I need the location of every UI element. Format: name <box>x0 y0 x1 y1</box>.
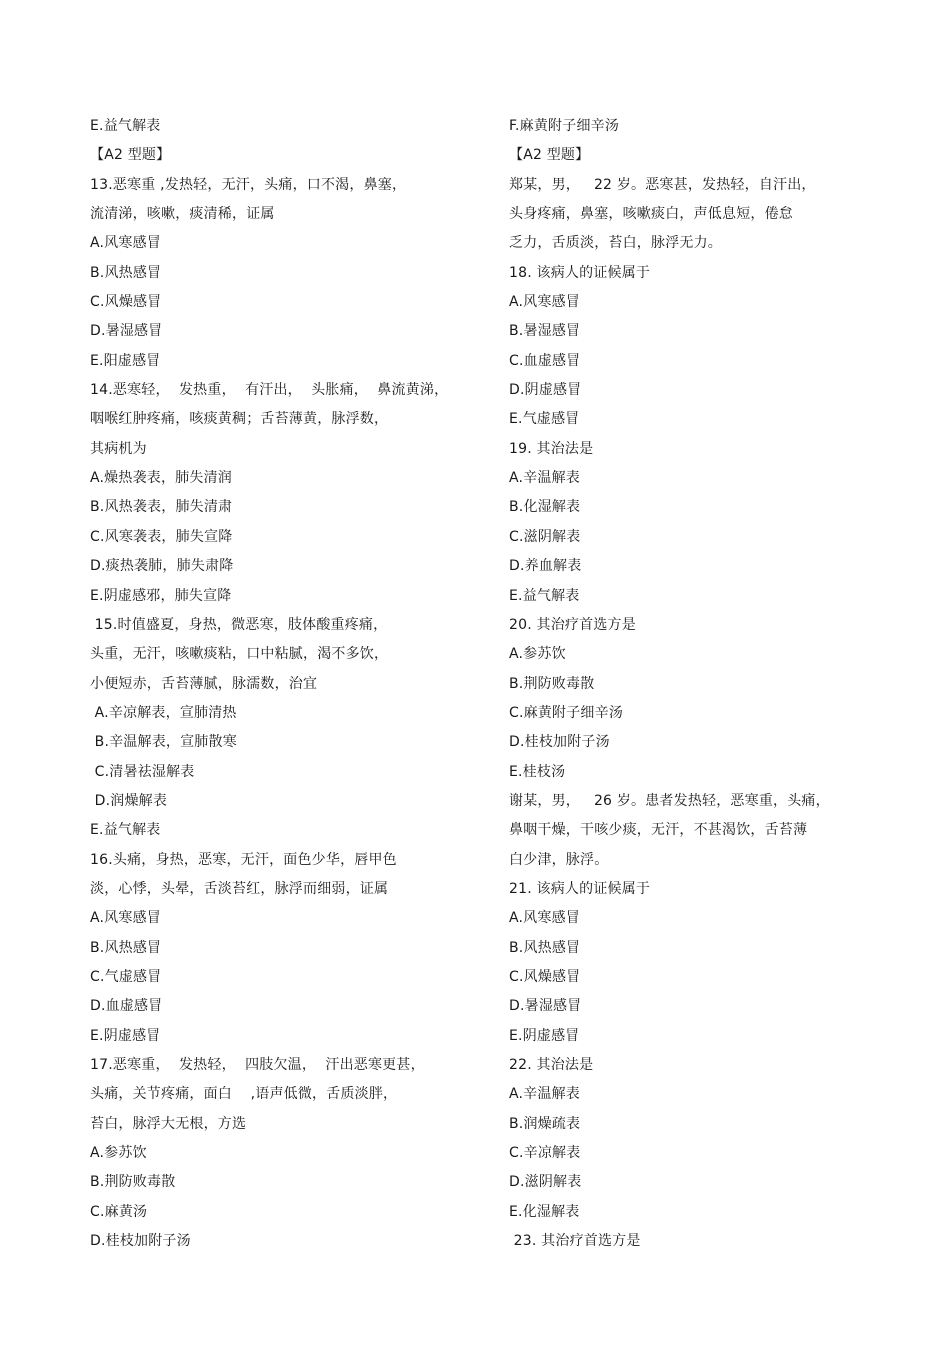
text-line: D.润燥解表 <box>90 792 168 809</box>
text-line: C.气虚感冒 <box>90 968 162 985</box>
left-column <box>90 112 470 1256</box>
text-line: A.辛凉解表，宣肺清热 <box>90 704 237 721</box>
text-line: 15.时值盛夏，身热，微恶寒，肢体酸重疼痛， <box>90 616 388 633</box>
text-line: E.桂枝汤 <box>509 763 566 780</box>
right-column <box>509 112 889 1256</box>
text-line: C.风寒袭表，肺失宣降 <box>90 528 233 545</box>
text-line: D.养血解表 <box>509 558 582 575</box>
text-line: A.燥热袭表，肺失清润 <box>90 470 232 487</box>
text-line: 郑某，男， 22 岁。恶寒甚，发热轻，自汗出， <box>509 176 816 193</box>
text-line: C.风燥感冒 <box>90 294 162 311</box>
text-line: 23. 其治疗首选方是 <box>509 1233 641 1250</box>
text-line: 白少津，脉浮。 <box>509 851 609 868</box>
text-line: 21. 该病人的证候属于 <box>509 880 651 897</box>
text-line: D.暑湿感冒 <box>90 323 163 340</box>
text-line: B.风热感冒 <box>509 939 581 956</box>
text-line: A.参苏饮 <box>90 1145 147 1162</box>
text-line: D.痰热袭肺，肺失肃降 <box>90 558 234 575</box>
text-line: 乏力，舌质淡，苔白，脉浮无力。 <box>509 235 722 252</box>
text-line: B.荆防败毒散 <box>90 1174 176 1191</box>
text-line: 22. 其治法是 <box>509 1057 594 1073</box>
text-line: C.血虚感冒 <box>509 352 581 369</box>
text-line: 流清涕，咳嗽，痰清稀，证属 <box>90 206 275 223</box>
text-line: B.风热袭表，肺失清肃 <box>90 499 233 516</box>
text-line: 19. 其治法是 <box>509 440 594 457</box>
text-line: C.清暑祛湿解表 <box>90 763 195 780</box>
text-line: A.风寒感冒 <box>509 910 580 927</box>
text-line: E.益气解表 <box>90 822 161 839</box>
text-line: 咽喉红肿疼痛，咳痰黄稠；舌苔薄黄，脉浮数， <box>90 411 389 428</box>
text-line: E.阳虚感冒 <box>90 352 161 369</box>
text-line: E.化湿解表 <box>509 1203 580 1220</box>
text-line: A.风寒感冒 <box>509 294 580 311</box>
text-line: B.化湿解表 <box>509 499 581 516</box>
text-line: 头痛，关节疼痛，面白 ,语声低微，舌质淡胖， <box>90 1086 398 1103</box>
text-line: C.辛凉解表 <box>509 1145 581 1162</box>
text-line: D.滋阴解表 <box>509 1174 582 1191</box>
text-line: C.麻黄附子细辛汤 <box>509 704 624 721</box>
text-line: 淡，心悸，头晕，舌淡苔红，脉浮而细弱，证属 <box>90 880 389 897</box>
text-line: C.麻黄汤 <box>90 1203 148 1220</box>
text-line: B.风热感冒 <box>90 939 162 956</box>
text-line: B.风热感冒 <box>90 264 162 281</box>
text-line: 苔白，脉浮大无根，方选 <box>90 1115 247 1132</box>
text-line: B.润燥疏表 <box>509 1115 581 1132</box>
text-line: A.辛温解表 <box>509 470 580 487</box>
text-line: 其病机为 <box>90 440 147 457</box>
text-line: D.桂枝加附子汤 <box>90 1233 191 1250</box>
text-line: D.桂枝加附子汤 <box>509 734 610 751</box>
text-line: 头身疼痛，鼻塞，咳嗽痰白，声低息短，倦怠 <box>509 206 793 223</box>
text-line: D.暑湿感冒 <box>509 998 582 1015</box>
text-line: 鼻咽干燥，干咳少痰，无汗，不甚渴饮，舌苔薄 <box>509 822 808 839</box>
text-line: B.暑湿感冒 <box>509 323 581 340</box>
text-line: 【A2 型题】 <box>509 147 590 164</box>
text-line: 16.头痛，身热，恶寒，无汗，面色少华，唇甲色 <box>90 851 397 868</box>
text-line: 13.恶寒重 ,发热轻，无汗，头痛，口不渴，鼻塞， <box>90 176 407 193</box>
text-line: 小便短赤，舌苔薄腻，脉濡数，治宜 <box>90 675 318 692</box>
text-line: 头重，无汗，咳嗽痰粘，口中粘腻，渴不多饮， <box>90 646 389 663</box>
text-line: E.阴虚感冒 <box>90 1027 161 1044</box>
text-line: A.风寒感冒 <box>90 910 161 927</box>
text-line: E.阴虚感邪，肺失宣降 <box>90 587 232 604</box>
text-line: A.辛温解表 <box>509 1086 580 1103</box>
text-line: 20. 其治疗首选方是 <box>509 616 636 633</box>
text-line: E.气虚感冒 <box>509 411 580 428</box>
text-line: E.阴虚感冒 <box>509 1027 580 1044</box>
text-line: 谢某，男， 26 岁。患者发热轻，恶寒重，头痛， <box>509 792 830 809</box>
text-line: B.荆防败毒散 <box>509 675 595 692</box>
text-line: 【A2 型题】 <box>90 147 171 164</box>
text-line: C.滋阴解表 <box>509 528 581 545</box>
text-line: 18. 该病人的证候属于 <box>509 264 651 281</box>
text-line: E.益气解表 <box>509 587 580 604</box>
text-line: C.风燥感冒 <box>509 968 581 985</box>
text-line: 14.恶寒轻， 发热重， 有汗出， 头胀痛， 鼻流黄涕， <box>90 382 449 399</box>
text-line: E.益气解表 <box>90 118 161 134</box>
text-line: A.风寒感冒 <box>90 235 161 252</box>
text-line: F.麻黄附子细辛汤 <box>509 118 620 134</box>
text-line: D.血虚感冒 <box>90 998 163 1015</box>
text-line: B.辛温解表，宣肺散寒 <box>90 734 237 751</box>
text-line: A.参苏饮 <box>509 646 566 663</box>
text-line: D.阴虚感冒 <box>509 382 582 399</box>
text-line: 17.恶寒重， 发热轻， 四肢欠温， 汗出恶寒更甚， <box>90 1057 425 1073</box>
